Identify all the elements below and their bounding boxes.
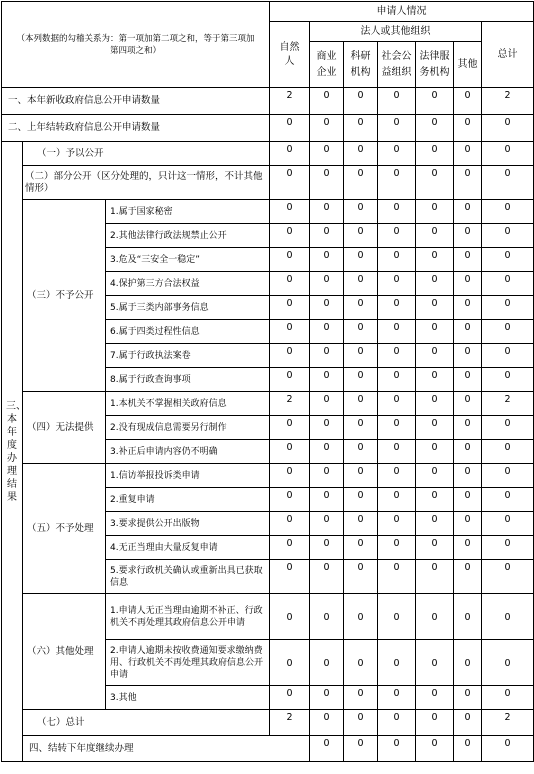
cell-legal: 0 xyxy=(416,224,454,248)
cell-natural: 2 xyxy=(270,88,310,115)
cell-research: 0 xyxy=(344,296,378,320)
row-label: （一）予以公开 xyxy=(23,142,270,166)
cell-legal: 0 xyxy=(416,142,454,166)
item-label: 5.属于三类内部事务信息 xyxy=(106,296,270,320)
cell-total: 2 xyxy=(482,392,534,416)
item-label: 3.危及“三安全一稳定” xyxy=(106,248,270,272)
cell-natural: 0 xyxy=(270,248,310,272)
cell-total: 0 xyxy=(482,686,534,710)
cell-research: 0 xyxy=(344,368,378,392)
cell-total: 0 xyxy=(482,560,534,594)
cell-commercial: 0 xyxy=(310,488,344,512)
cell-social: 0 xyxy=(378,115,416,142)
item-label: 1.属于国家秘密 xyxy=(106,200,270,224)
group-label: （四）无法提供 xyxy=(23,392,106,464)
cell-research: 0 xyxy=(344,88,378,115)
cell-legal: 0 xyxy=(416,640,454,686)
cell-other: 0 xyxy=(454,710,482,736)
item-label: 7.属于行政执法案卷 xyxy=(106,344,270,368)
header-natural-person: 自然人 xyxy=(270,22,310,88)
cell-social: 0 xyxy=(378,686,416,710)
group-label: （五）不予处理 xyxy=(23,464,106,594)
cell-natural: 0 xyxy=(270,200,310,224)
cell-commercial: 0 xyxy=(310,248,344,272)
cell-legal: 0 xyxy=(416,368,454,392)
cell-total: 0 xyxy=(482,440,534,464)
cell-social: 0 xyxy=(378,440,416,464)
cell-total: 0 xyxy=(482,166,534,200)
cell-natural: 0 xyxy=(270,142,310,166)
cell-total: 0 xyxy=(482,594,534,640)
cell-natural: 0 xyxy=(270,416,310,440)
table-row xyxy=(2,464,534,488)
cell-total: 0 xyxy=(482,488,534,512)
cell-social: 0 xyxy=(378,640,416,686)
item-label: 8.属于行政查询事项 xyxy=(106,368,270,392)
cell-commercial: 0 xyxy=(310,88,344,115)
item-label: 5.要求行政机关确认或重新出具已获取信息 xyxy=(106,560,270,594)
item-label: 6.属于四类过程性信息 xyxy=(106,320,270,344)
item-label: 1.本机关不掌握相关政府信息 xyxy=(106,392,270,416)
cell-natural: 0 xyxy=(270,440,310,464)
cell-research: 0 xyxy=(344,440,378,464)
item-label: 1.申请人无正当理由逾期不补正、行政机关不再处理其政府信息公开申请 xyxy=(106,594,270,640)
cell-other: 0 xyxy=(454,272,482,296)
cell-research: 0 xyxy=(344,512,378,536)
cell-commercial: 0 xyxy=(310,344,344,368)
cell-commercial: 0 xyxy=(310,710,344,736)
cell-commercial: 0 xyxy=(310,392,344,416)
cell-commercial: 0 xyxy=(310,464,344,488)
cell-legal: 0 xyxy=(416,536,454,560)
cell-legal: 0 xyxy=(416,710,454,736)
cell-natural: 0 xyxy=(270,560,310,594)
table-row xyxy=(2,88,534,115)
cell-natural: 0 xyxy=(270,344,310,368)
cell-total: 0 xyxy=(482,296,534,320)
cell-social: 0 xyxy=(378,512,416,536)
cell-research: 0 xyxy=(378,736,416,762)
cell-total: 0 xyxy=(482,536,534,560)
cell-total: 0 xyxy=(482,320,534,344)
cell-social: 0 xyxy=(378,248,416,272)
header-total: 总计 xyxy=(482,22,534,88)
cell-natural: 0 xyxy=(270,115,310,142)
cell-natural: 0 xyxy=(270,640,310,686)
cell-research: 0 xyxy=(344,488,378,512)
cell-legal: 0 xyxy=(416,464,454,488)
cell-other: 0 xyxy=(454,392,482,416)
cell-total: 0 xyxy=(482,224,534,248)
header-legal-service: 法律服务机构 xyxy=(416,42,454,88)
cell-total: 0 xyxy=(482,200,534,224)
item-label: 4.保护第三方合法权益 xyxy=(106,272,270,296)
cell-social: 0 xyxy=(378,272,416,296)
cell-social: 0 xyxy=(378,416,416,440)
cell-legal: 0 xyxy=(416,512,454,536)
cell-commercial: 0 xyxy=(310,166,344,200)
cell-natural: 0 xyxy=(270,296,310,320)
cell-total: 2 xyxy=(482,710,534,736)
cell-social: 0 xyxy=(378,344,416,368)
cell-total: 0 xyxy=(482,368,534,392)
cell-other: 0 xyxy=(454,594,482,640)
cell-legal: 0 xyxy=(416,440,454,464)
cell-commercial: 0 xyxy=(310,115,344,142)
cell-other: 0 xyxy=(454,686,482,710)
cell-commercial: 0 xyxy=(310,640,344,686)
cell-other: 0 xyxy=(454,640,482,686)
cell-other: 0 xyxy=(454,536,482,560)
table-row xyxy=(2,200,534,224)
cell-legal: 0 xyxy=(416,560,454,594)
cell-social: 0 xyxy=(378,392,416,416)
cell-legal: 0 xyxy=(416,88,454,115)
cell-natural: 0 xyxy=(310,736,344,762)
cell-natural: 0 xyxy=(270,368,310,392)
cell-research: 0 xyxy=(344,392,378,416)
cell-social: 0 xyxy=(378,536,416,560)
table-row xyxy=(2,392,534,416)
cell-other: 0 xyxy=(454,560,482,594)
section3-label: 三、本年度办理结果 xyxy=(2,142,23,762)
cell-commercial: 0 xyxy=(310,560,344,594)
cell-total: 0 xyxy=(482,142,534,166)
cell-natural: 2 xyxy=(270,710,310,736)
cell-natural: 0 xyxy=(270,320,310,344)
cell-research: 0 xyxy=(344,115,378,142)
cell-research: 0 xyxy=(344,248,378,272)
item-label: 2.申请人逾期未按收费通知要求缴纳费用、行政机关不再处理其政府信息公开申请 xyxy=(106,640,270,686)
cell-social: 0 xyxy=(378,710,416,736)
cell-legal: 0 xyxy=(416,488,454,512)
cell-total: 0 xyxy=(482,115,534,142)
cell-other: 0 xyxy=(454,488,482,512)
cell-research: 0 xyxy=(344,200,378,224)
item-label: 3.补正后申请内容仍不明确 xyxy=(106,440,270,464)
cell-research: 0 xyxy=(344,416,378,440)
cell-total: 0 xyxy=(482,416,534,440)
cell-commercial: 0 xyxy=(344,736,378,762)
cell-research: 0 xyxy=(344,320,378,344)
cell-other: 0 xyxy=(454,296,482,320)
item-label: 2.没有现成信息需要另行制作 xyxy=(106,416,270,440)
cell-natural: 0 xyxy=(270,594,310,640)
item-label: 1.信访举报投诉类申请 xyxy=(106,464,270,488)
row-label: （七）总计 xyxy=(23,710,270,736)
row-label: （二）部分公开（区分处理的，只计这一情形，不计其他情形） xyxy=(23,166,270,200)
cell-commercial: 0 xyxy=(310,142,344,166)
cell-research: 0 xyxy=(344,224,378,248)
cell-legal: 0 xyxy=(416,320,454,344)
cell-commercial: 0 xyxy=(310,416,344,440)
cell-social: 0 xyxy=(378,488,416,512)
cell-legal: 0 xyxy=(416,296,454,320)
cell-total: 0 xyxy=(482,640,534,686)
row-label: 四、结转下年度继续办理 xyxy=(23,736,310,762)
cell-legal: 0 xyxy=(416,166,454,200)
cell-social: 0 xyxy=(378,560,416,594)
cell-research: 0 xyxy=(344,142,378,166)
item-label: 4.无正当理由大量反复申请 xyxy=(106,536,270,560)
cell-total: 0 xyxy=(482,512,534,536)
cell-research: 0 xyxy=(344,344,378,368)
row-label: 二、上年结转政府信息公开申请数量 xyxy=(2,115,270,142)
cell-legal: 0 xyxy=(416,200,454,224)
cell-natural: 0 xyxy=(270,272,310,296)
cell-other: 0 xyxy=(454,320,482,344)
cell-other: 0 xyxy=(454,344,482,368)
cell-commercial: 0 xyxy=(310,512,344,536)
cell-social: 0 xyxy=(416,736,454,762)
item-label: 3.其他 xyxy=(106,686,270,710)
cell-commercial: 0 xyxy=(310,594,344,640)
cell-social: 0 xyxy=(378,368,416,392)
cell-natural: 0 xyxy=(270,464,310,488)
header-legal-org: 法人或其他组织 xyxy=(310,22,482,42)
item-label: 2.其他法律行政法规禁止公开 xyxy=(106,224,270,248)
header-note: （本列数据的勾稽关系为：第一项加第二项之和，等于第三项加第四项之和） xyxy=(2,2,270,88)
table-row xyxy=(2,115,534,142)
cell-social: 0 xyxy=(378,200,416,224)
cell-total: 0 xyxy=(482,272,534,296)
cell-research: 0 xyxy=(344,686,378,710)
cell-other: 0 xyxy=(454,416,482,440)
cell-other: 0 xyxy=(454,115,482,142)
cell-legal: 0 xyxy=(416,686,454,710)
table-row xyxy=(2,166,534,200)
cell-other: 0 xyxy=(482,736,534,762)
table-row xyxy=(2,710,534,736)
cell-natural: 0 xyxy=(270,512,310,536)
gov-info-disclosure-table xyxy=(1,1,534,762)
cell-natural: 0 xyxy=(270,686,310,710)
cell-commercial: 0 xyxy=(310,368,344,392)
cell-natural: 0 xyxy=(270,536,310,560)
cell-research: 0 xyxy=(344,560,378,594)
cell-legal: 0 xyxy=(416,115,454,142)
cell-research: 0 xyxy=(344,594,378,640)
item-label: 2.重复申请 xyxy=(106,488,270,512)
header-research: 科研机构 xyxy=(344,42,378,88)
header-social-welfare: 社会公益组织 xyxy=(378,42,416,88)
cell-research: 0 xyxy=(344,710,378,736)
cell-other: 0 xyxy=(454,224,482,248)
row-label: 一、本年新收政府信息公开申请数量 xyxy=(2,88,270,115)
cell-legal: 0 xyxy=(416,392,454,416)
cell-social: 0 xyxy=(378,142,416,166)
cell-other: 0 xyxy=(454,512,482,536)
group-label: （六）其他处理 xyxy=(23,594,106,710)
cell-total: 0 xyxy=(482,464,534,488)
cell-social: 0 xyxy=(378,224,416,248)
cell-legal: 0 xyxy=(416,344,454,368)
cell-other: 0 xyxy=(454,166,482,200)
table-row xyxy=(2,594,534,640)
cell-research: 0 xyxy=(344,536,378,560)
cell-other: 0 xyxy=(454,88,482,115)
header-commercial: 商业企业 xyxy=(310,42,344,88)
cell-other: 0 xyxy=(454,200,482,224)
cell-commercial: 0 xyxy=(310,536,344,560)
cell-social: 0 xyxy=(378,464,416,488)
cell-legal: 0 xyxy=(416,272,454,296)
cell-total: 0 xyxy=(482,248,534,272)
table-row xyxy=(2,736,534,762)
cell-other: 0 xyxy=(454,440,482,464)
cell-social: 0 xyxy=(378,320,416,344)
header-other: 其他 xyxy=(454,42,482,88)
cell-legal: 0 xyxy=(416,416,454,440)
group-label: （三）不予公开 xyxy=(23,200,106,392)
cell-commercial: 0 xyxy=(310,320,344,344)
cell-research: 0 xyxy=(344,166,378,200)
cell-research: 0 xyxy=(344,272,378,296)
cell-commercial: 0 xyxy=(310,296,344,320)
cell-social: 0 xyxy=(378,594,416,640)
cell-legal: 0 xyxy=(416,248,454,272)
cell-commercial: 0 xyxy=(310,224,344,248)
cell-other: 0 xyxy=(454,368,482,392)
cell-natural: 0 xyxy=(270,224,310,248)
cell-other: 0 xyxy=(454,464,482,488)
cell-commercial: 0 xyxy=(310,200,344,224)
cell-commercial: 0 xyxy=(310,440,344,464)
table-row xyxy=(2,142,534,166)
cell-legal: 0 xyxy=(416,594,454,640)
item-label: 3.要求提供公开出版物 xyxy=(106,512,270,536)
cell-natural: 0 xyxy=(270,166,310,200)
cell-commercial: 0 xyxy=(310,686,344,710)
cell-total: 2 xyxy=(482,88,534,115)
cell-social: 0 xyxy=(378,88,416,115)
cell-other: 0 xyxy=(454,142,482,166)
cell-legal: 0 xyxy=(454,736,482,762)
cell-commercial: 0 xyxy=(310,272,344,296)
cell-total: 0 xyxy=(482,344,534,368)
cell-research: 0 xyxy=(344,464,378,488)
cell-research: 0 xyxy=(344,640,378,686)
cell-social: 0 xyxy=(378,296,416,320)
cell-other: 0 xyxy=(454,248,482,272)
cell-natural: 0 xyxy=(270,488,310,512)
header-applicant-situation: 申请人情况 xyxy=(270,2,534,22)
cell-social: 0 xyxy=(378,166,416,200)
cell-natural: 2 xyxy=(270,392,310,416)
